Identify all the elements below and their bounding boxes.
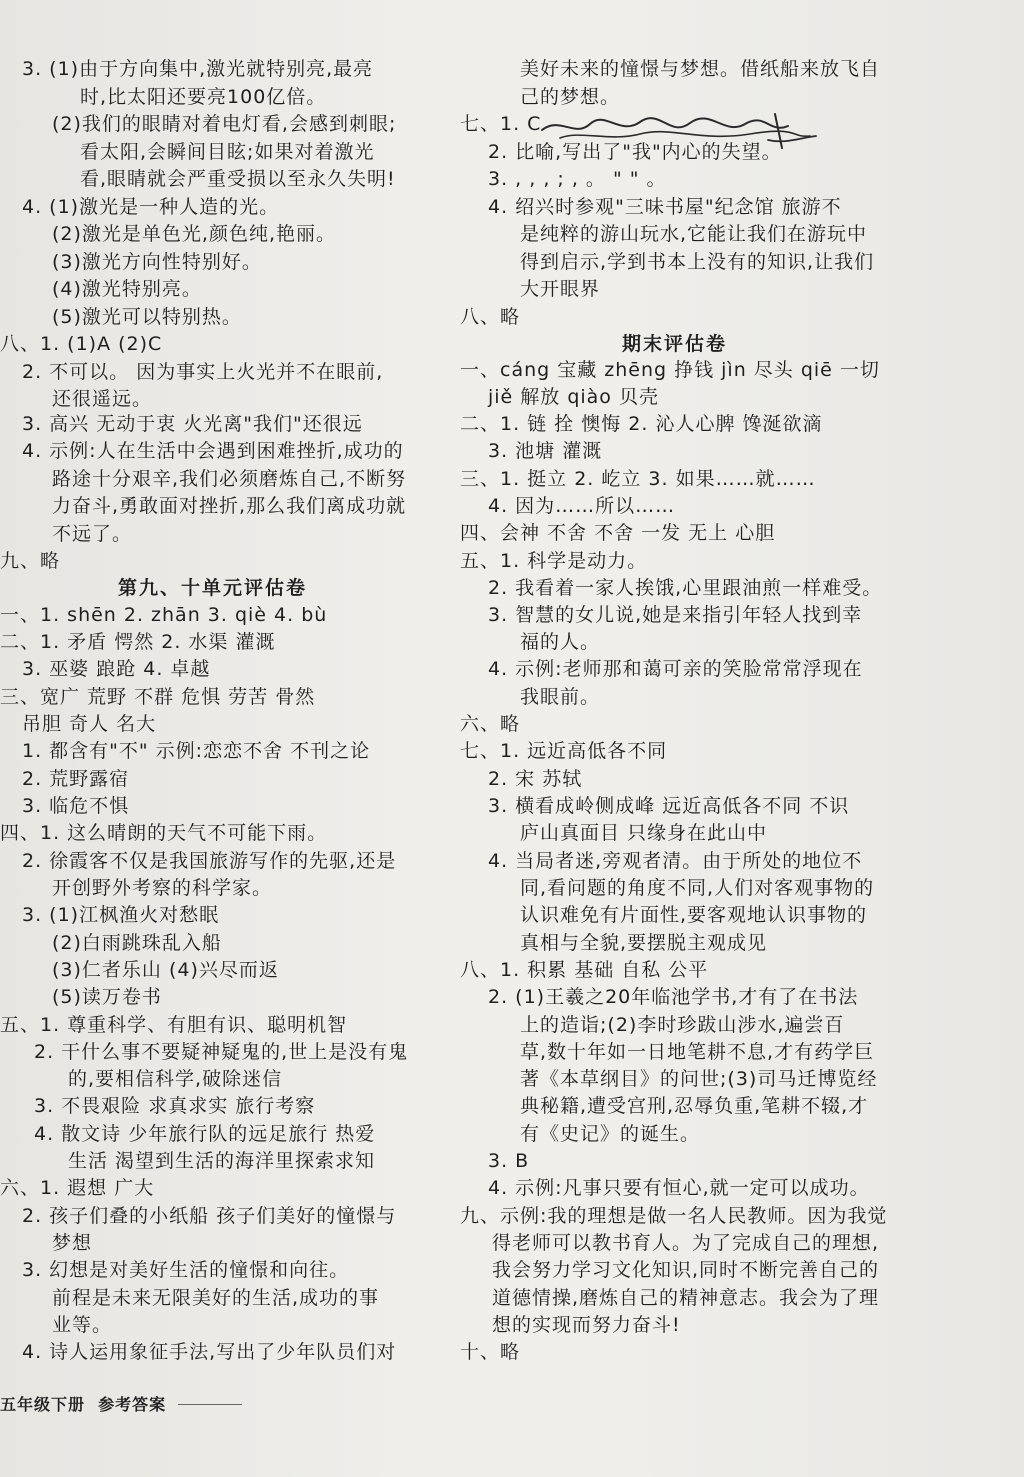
text-line: 业等。 <box>52 1314 113 1336</box>
footer-label: 参考答案 <box>98 1395 167 1414</box>
text-line: (3)激光方向性特别好。 <box>52 251 262 273</box>
text-line: 十、略 <box>460 1341 521 1363</box>
text-line: 2. 荒野露宿 <box>22 768 130 790</box>
text-line: 上的造诣;(2)李时珍跋山涉水,遍尝百 <box>520 1014 845 1036</box>
text-line: 3. 巫婆 踉跄 4. 卓越 <box>22 658 211 680</box>
text-line: (3)仁者乐山 (4)兴尽而返 <box>52 959 279 981</box>
text-line: 真相与全貌,要摆脱主观成见 <box>520 932 768 954</box>
handwritten-scribble <box>520 108 820 158</box>
text-line: 著《本草纲目》的问世;(3)司马迁博览经 <box>520 1068 878 1090</box>
text-line: 2. 我看着一家人挨饿,心里跟油煎一样难受。 <box>488 577 883 599</box>
text-line: 二、1. 链 拴 懊悔 2. 沁人心脾 馋涎欲滴 <box>460 413 823 435</box>
text-line: 4. 当局者迷,旁观者清。由于所处的地位不 <box>488 850 863 872</box>
text-line: (5)读万卷书 <box>52 986 162 1008</box>
text-line: 3. 智慧的女儿说,她是来指引年轻人找到幸 <box>488 604 863 626</box>
text-line: 4. 示例:人在生活中会遇到困难挫折,成功的 <box>22 440 404 462</box>
text-line: 生活 渴望到生活的海洋里探索求知 <box>68 1150 376 1172</box>
text-line: 看,眼睛就会严重受损以至永久失明! <box>80 168 396 190</box>
text-line: 庐山真面目 只缘身在此山中 <box>520 822 768 844</box>
text-line: 道德情操,磨炼自己的精神意志。我会为了理 <box>492 1287 880 1309</box>
text-line: 八、1. (1)A (2)C <box>0 333 163 355</box>
text-line: 3. 横看成岭侧成峰 远近高低各不同 不识 <box>488 795 850 817</box>
text-line: 我会努力学习文化知识,同时不断完善自己的 <box>492 1259 880 1281</box>
text-line: 九、略 <box>0 550 61 572</box>
text-line: 福的人。 <box>520 631 601 653</box>
text-line: 五、1. 尊重科学、有胆有识、聪明机智 <box>0 1014 348 1036</box>
text-line: 路途十分艰辛,我们必须磨炼自己,不断努 <box>52 468 407 490</box>
text-line: 一、1. shēn 2. zhān 3. qiè 4. bù <box>0 604 328 626</box>
text-line: 3. 不畏艰险 求真求实 旅行考察 <box>34 1095 316 1117</box>
text-line: 认识难免有片面性,要客观地认识事物的 <box>520 904 868 926</box>
right-column <box>460 0 1024 1477</box>
text-line: 六、略 <box>460 713 521 735</box>
text-line: 2. 徐霞客不仅是我国旅游写作的先驱,还是 <box>22 850 397 872</box>
text-line: 一、cáng 宝藏 zhēng 挣钱 jìn 尽头 qiē 一切 <box>460 359 880 381</box>
text-line: 3. , , , ; , 。 " " 。 <box>488 168 667 190</box>
text-line: 3. (1)江枫渔火对愁眠 <box>22 904 220 926</box>
text-line: 3. 池塘 灌溉 <box>488 440 603 462</box>
text-line: 是纯粹的游山玩水,它能让我们在游玩中 <box>520 223 868 245</box>
text-line: 九、示例:我的理想是做一名人民教师。因为我觉 <box>460 1205 888 1227</box>
text-line: 典秘籍,遭受宫刑,忍辱负重,笔耕不辍,才 <box>520 1095 869 1117</box>
text-line: jiě 解放 qiào 贝壳 <box>488 386 659 408</box>
text-line: 4. 诗人运用象征手法,写出了少年队员们对 <box>22 1341 397 1363</box>
text-line: 开创野外考察的科学家。 <box>52 877 273 899</box>
footer-grade: 五年级下册 <box>0 1395 86 1414</box>
text-line: 三、1. 挺立 2. 屹立 3. 如果……就…… <box>460 468 816 490</box>
text-line: 同,看问题的角度不同,人们对客观事物的 <box>520 877 875 899</box>
text-line: 2. 不可以。 因为事实上火光并不在眼前, <box>22 361 384 383</box>
text-line: 4. 示例:老师那和蔼可亲的笑脸常常浮现在 <box>488 658 863 680</box>
text-line: 我眼前。 <box>520 686 601 708</box>
text-line: (2)激光是单色光,颜色纯,艳丽。 <box>52 223 336 245</box>
text-line: 前程是未来无限美好的生活,成功的事 <box>52 1287 380 1309</box>
text-line: 3. 幻想是对美好生活的憧憬和向往。 <box>22 1259 350 1281</box>
text-line: 得到启示,学到书本上没有的知识,让我们 <box>520 251 875 273</box>
text-line: 3. 高兴 无动于衷 火光离"我们"还很远 <box>22 413 363 435</box>
text-line: 力奋斗,勇敢面对挫折,那么我们离成功就 <box>52 495 407 517</box>
text-line: 时,比太阳还要亮100亿倍。 <box>80 86 327 108</box>
text-line: 4. 因为……所以…… <box>488 495 676 517</box>
text-line: 2. 宋 苏轼 <box>488 768 583 790</box>
text-line: 四、会神 不舍 不舍 一发 无上 心胆 <box>460 522 776 544</box>
text-line: (5)激光可以特别热。 <box>52 306 242 328</box>
text-line: 吊胆 奇人 名大 <box>22 713 157 735</box>
text-line: 2. 孩子们叠的小纸船 孩子们美好的憧憬与 <box>22 1205 397 1227</box>
text-line: 有《史记》的诞生。 <box>520 1123 701 1145</box>
text-line: 八、1. 积累 基础 自私 公平 <box>460 959 709 981</box>
text-line: 大开眼界 <box>520 278 601 300</box>
text-line: (2)我们的眼睛对着电灯看,会感到刺眼; <box>52 113 397 135</box>
section-title: 期末评估卷 <box>622 333 728 355</box>
text-line: 4. 散文诗 少年旅行队的远足旅行 热爱 <box>34 1123 376 1145</box>
text-line: 七、1. 远近高低各不同 <box>460 740 668 762</box>
text-line: 2. 干什么事不要疑神疑鬼的,世上是没有鬼 <box>34 1041 409 1063</box>
left-column <box>0 0 470 1477</box>
text-line: 三、宽广 荒野 不群 危惧 劳苦 骨然 <box>0 686 316 708</box>
text-line: 1. 都含有"不" 示例:恋恋不舍 不刊之论 <box>22 740 371 762</box>
text-line: 不远了。 <box>52 523 133 545</box>
text-line: 草,数十年如一日地笔耕不息,才有药学巨 <box>520 1041 875 1063</box>
text-line: 想的实现而努力奋斗! <box>492 1314 681 1336</box>
text-line: 五、1. 科学是动力。 <box>460 550 648 572</box>
text-line: 七、1. C <box>460 113 542 135</box>
footer-divider <box>178 1404 242 1405</box>
text-line: 4. 示例:凡事只要有恒心,就一定可以成功。 <box>488 1177 870 1199</box>
text-line: 4. (1)激光是一种人造的光。 <box>22 196 280 218</box>
text-line: (4)激光特别亮。 <box>52 278 202 300</box>
text-line: 3. (1)由于方向集中,激光就特别亮,最亮 <box>22 58 374 80</box>
text-line: 4. 绍兴时参观"三味书屋"纪念馆 旅游不 <box>488 196 842 218</box>
text-line: 得老师可以教书育人。为了完成自己的理想, <box>492 1232 880 1254</box>
text-line: 2. 比喻,写出了"我"内心的失望。 <box>488 141 782 163</box>
text-line: 四、1. 这么晴朗的天气不可能下雨。 <box>0 822 328 844</box>
text-line: 2. (1)王羲之20年临池学书,才有了在书法 <box>488 986 859 1008</box>
text-line: 梦想 <box>52 1232 93 1254</box>
text-line: 六、1. 遐想 广大 <box>0 1177 155 1199</box>
text-line: 3. B <box>488 1150 530 1172</box>
page-footer <box>0 1392 166 1415</box>
section-title: 第九、十单元评估卷 <box>118 577 308 599</box>
text-line: (2)白雨跳珠乱入船 <box>52 932 222 954</box>
text-line: 美好未来的憧憬与梦想。借纸船来放飞自 <box>520 58 881 80</box>
text-line: 己的梦想。 <box>520 86 621 108</box>
text-line: 3. 临危不惧 <box>22 795 130 817</box>
text-line: 八、略 <box>460 306 521 328</box>
text-line: 看太阳,会瞬间目眩;如果对着激光 <box>80 141 375 163</box>
text-line: 还很遥远。 <box>52 388 153 410</box>
text-line: 的,要相信科学,破除迷信 <box>68 1068 283 1090</box>
text-line: 二、1. 矛盾 愕然 2. 水渠 灌溉 <box>0 631 276 653</box>
